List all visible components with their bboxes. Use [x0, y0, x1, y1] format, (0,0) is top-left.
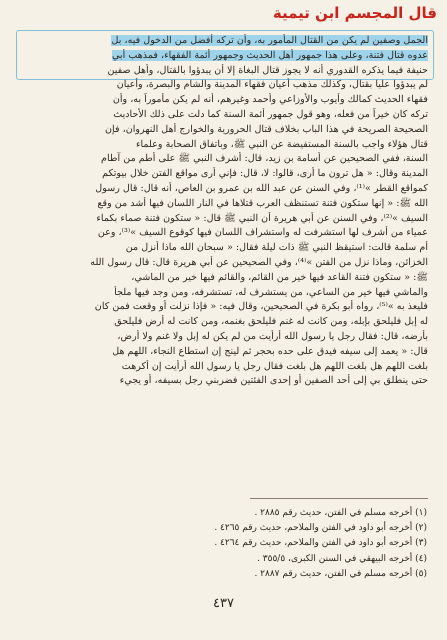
body-line: عمياء من أشرف لها استشرفت له واستشراف اللسان فيها كوقوع السيف »⁽³⁾، وعن: [97, 227, 428, 239]
page-number: ٤٣٧: [213, 596, 234, 611]
footnote-item: (٣) أخرجه أبو داود في الفتن والملاحم، حديث رقم ٤٢٦٤ .: [214, 538, 427, 549]
body-line: بلغت اللهم هل بلغت اللهم هل بلغت فقال رجل يا رسول الله أرأيت إن أكرهت: [121, 360, 428, 372]
body-text: [20, 34, 428, 389]
body-line: فليعذ به »⁽⁵⁾، رواه أبو بكرة في الصحيحين، وقال فيه: « فإذا نزلت أو وقعت فمن كان: [94, 301, 428, 313]
body-line: فقهاء الحديث كمالك وأيوب والأوزاعي وأحمد وغيرهم، أنه لم يكن مأموراً به، وأن: [112, 94, 428, 106]
body-line: كمواقع القطر »⁽¹⁾، وفي السنن عن عبد الله بن عمرو بن العاص، أنه قال: قال رسول: [95, 182, 428, 194]
body-line: حنيفة فيما يذكره القدوري أنه لا يجوز قتال البغاة إلا أن يبدؤوا بالقتال، وأهل صفين: [107, 64, 428, 76]
body-line: [20, 34, 428, 49]
body-line: له إبل فليلحق بإبله، ومن كانت له غنم فليلحق بغنمه، ومن كانت له أرض فليلحق: [114, 316, 428, 328]
body-line: أم سلمة قالت: استيقظ النبي ﷺ ذات ليلة فقال: « سبحان الله ماذا أنزل من: [125, 242, 428, 254]
footnotes: [167, 506, 427, 582]
footnote-item: (٥) أخرجه مسلم في الفتن، حديث رقم ٢٨٨٧ .: [254, 568, 427, 579]
body-line: بأرضه، قال: فقال رجل يا رسول الله أرأيت من لم يكن له إبل ولا غنم ولا أرض،: [117, 330, 428, 342]
footnote-item: (٤) أخرجه البيهقي في السنن الكبرى، ٣٥٥/٥ .: [257, 553, 427, 564]
body-line: حتى ينطلق بي إلى أحد الصفين أو إحدى الفئتين فضربني رجل بسيفه، أو يجيء: [119, 375, 428, 387]
body-line: قتال هؤلاء واجب بالسنة المستفيضة عن النبي ﷺ، وباتفاق الصحابة وعلماء: [136, 138, 428, 150]
body-line: السنة، ففي الصحيحين عن أسامة بن زيد، قال: أشرف النبي ﷺ على أطم من آطام: [101, 153, 428, 165]
body-line: والماشي فيها خير من الساعي، من يستشرف له، تستشرفه، ومن وجد فيها ملجأ: [114, 286, 428, 298]
body-line: المدينة وقال: « هل ترون ما أرى، قالوا: لا، قال: فإني أرى مواقع الفتن خلال بيوتكم: [102, 168, 428, 180]
body-line: الله ﷺ: « إنها ستكون فتنة تستنظف العرب قتلاها في النار اللسان فيها أشد من وقع: [97, 197, 428, 209]
highlighted-text: عدوه قتال فتنة، وعلى هذا جمهور أهل الحديث وجمهور أئمة الفقهاء، فمذهب أبي: [111, 49, 428, 61]
body-line: لم يبدؤوا عليا بقتال، وكذلك مذهب أعيان فقهاء المدينة والشام والبصرة، وأعيان: [116, 79, 428, 91]
body-line: الصحيحة الصريحة في هذا الباب بخلاف قتال الحرورية والخوارج أهل النهروان، فإن: [105, 123, 428, 135]
body-line: قال: « يعمد إلى سيفه فيدق على حده بحجر ثم لينج إن استطاع النجاء، اللهم هل: [112, 345, 428, 357]
body-line: الخزائن، وماذا نزل من الفتن »⁽⁴⁾، وفي الصحيحين عن أبي هريرة قال: قال رسول الله: [90, 256, 428, 268]
body-line: ﷺ: « ستكون فتنة القاعد فيها خير من القائم، والقائم فيها خير من الماشي،: [131, 271, 428, 283]
body-line: [20, 49, 428, 64]
footnote-item: (٢) أخرجه أبو داود في الفتن والملاحم، حديث رقم ٤٢٦٥ .: [214, 523, 427, 534]
body-line: السيف »⁽²⁾، وفي السنن عن أبي هريرة أن النبي ﷺ قال: « ستكون فتنة صماء بكماء: [96, 212, 428, 224]
footnote-item: (١) أخرجه مسلم في الفتن، حديث رقم ٢٨٨٥ .: [254, 508, 427, 518]
highlighted-text: الجمل وصفين لم يكن من القتال المأمور به، وأن تركه أفضل من الدخول فيه، بل: [111, 35, 428, 46]
page-header-title: قال المجسم ابن تيمية: [272, 4, 437, 22]
footnote-divider: [250, 498, 428, 499]
body-line: تركه كان خيراً من فعله، وهو قول جمهور أئمة السنة كما دلت على ذلك الأحاديث: [113, 108, 428, 120]
